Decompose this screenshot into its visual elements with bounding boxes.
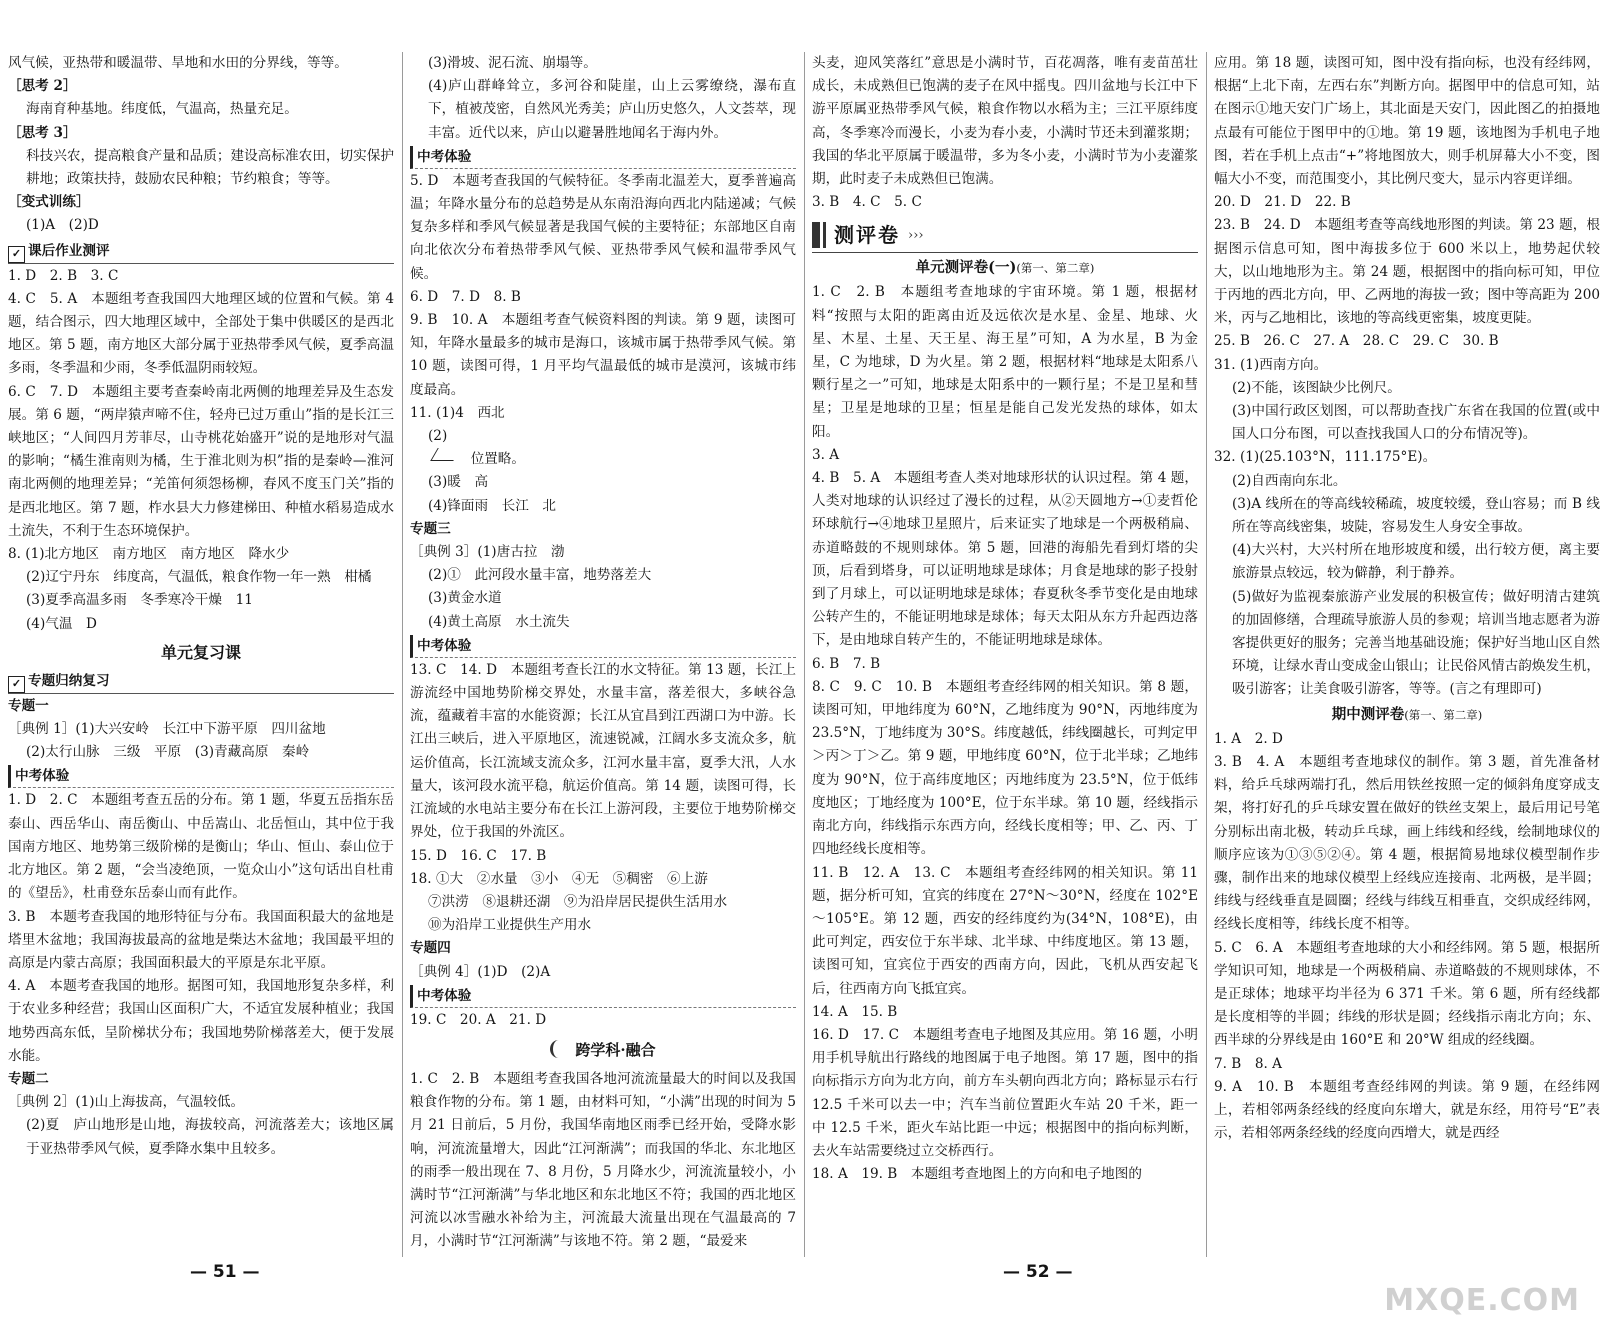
answer-paragraph: 4. C 5. A 本题组考查我国四大地理区域的位置和气候。第 4 题，结合图示，四大地理区域中，全部处于集中供暖区的是西北地区。第 5 题，南方地区大部分属于亚热带季风气候，夏季高温多雨，冬季温和少雨，冬季低温阴雨较短。 — [8, 290, 394, 377]
answer-paragraph: 9. A 10. B 本题组考查经纬网的判读。第 9 题，在经纬网上，若相邻两条经线的经度向东增大，就是东经，用符号“E”表示，若相邻两条经线的经度向西增大，就是西经 — [1214, 1078, 1600, 1142]
exam-experience-label: 中考体验 — [410, 146, 796, 169]
text-line: (3)滑坡、泥石流、崩塌等。 — [428, 55, 597, 71]
answer-line: 18. ①大 ②水量 ③小 ④无 ⑤稠密 ⑥上游 — [410, 870, 708, 887]
heading-cross-subject — [410, 1036, 796, 1064]
answer-line: 6. D 7. D 8. B — [410, 288, 521, 305]
answer-paragraph: 6. C 7. D 本题组主要考查秦岭南北两侧的地理差异及生态发展。第 6 题，“两岸猿声啼不住，轻舟已过万重山”指的是长江三峡地区；“人间四月芳菲尽，山寺桃花始盛开”说的是地形对气温的影响；“橘生淮南则为橘，生于淮北则为枳”指的是秦岭—淮河南北两侧的地理差异；“羌笛何须怨杨柳，春风不度玉门关”指的是西北地区。第 7 题，柞水县大力修建梯田、种植水稻易造成水土流失，不利于生态环境保护。 — [8, 383, 394, 539]
exam-experience-label: 中考体验 — [410, 985, 796, 1008]
answer-paragraph: 4. A 本题考查我国的地形。据图可知，我国地形复杂多样，利于农业多种经营；我国山区面积广大，不适宜发展种植业；我国地势西高东低，呈阶梯状分布；我国地势阶梯落差大，便于发展水能。 — [8, 978, 394, 1064]
answer-line: (1)A (2)D — [26, 217, 99, 234]
example-line: ［典例 4］(1)D (2)A — [410, 963, 551, 980]
heading-text: 跨学科·融合 — [575, 1040, 656, 1059]
answer-line: (4)气温 D — [26, 615, 97, 632]
answer-paragraph: 3. B 4. A 本题组考查地球仪的制作。第 3 题，首先准备材料，给乒乓球两端打孔，然后用铁丝按照一定的倾斜角度穿成支架，将打好孔的乒乓球安置在做好的铁丝支架上，最后用记号笔分别标出南北极，转动乒乓球，画上纬线和经线，绘制地球仪的顺序应该为①③⑤②④。第 4 题，根据简易地球仪模型制作步骤，制作出来的地球仪模型上经线应连接南、北两极，是半圆；纬线与经线垂直是圆圈；经线与纬线互相垂直，交织成经纬网，经线长度相等，纬线长度不相等。 — [1214, 753, 1600, 933]
column-1 — [8, 52, 394, 1257]
text-line: 科技兴农，提高粮食产量和品质；建设高标准农田，切实保护耕地；政策扶持，鼓励农民种粮；节约粮食；等等。 — [26, 147, 394, 188]
answer-line: (4)锋面雨 长江 北 — [428, 497, 557, 514]
answer-line: (4)大兴村，大兴村所在地形坡度和缓，出行较方便，离主要旅游景点较远，较为僻静，利于静养。 — [1232, 542, 1600, 582]
answer-paragraph: 9. B 10. A 本题组考查气候资料图的判读。第 9 题，读图可知，年降水量最多的城市是海口，该城市属于热带季风气候。第 10 题，读图可得，1 月平均气温最低的城市是漠河，该城市纬度最高。 — [410, 312, 796, 398]
answer-line: ⑩为沿岸工业提供生产用水 — [428, 917, 592, 934]
answer-line: 19. C 20. A 21. D — [410, 1011, 547, 1028]
text-line: 头麦，迎风笑落红”意思是小满时节，百花凋落，唯有麦苗茁壮成长，未成熟但已饱满的麦子在风中摇曳。四川盆地与长江中下游平原属亚热带季风气候，粮食作物以水稻为主；三江平原纬度高，冬季寒冷而漫长，小麦为春小麦，小满时节还未到灌浆期；我国的华北平原属于暖温带，多为冬小麦，小满时节为小麦灌浆期，此时麦子未成熟但已饱满。 — [812, 55, 1198, 188]
answer-paragraph: 5. C 6. A 本题组考查地球的大小和经纬网。第 5 题，根据所学知识可知，地球是一个两极稍扁、赤道略鼓的不规则球体，不是正球体；地球平均半径为 6 371 千米。第 6 题，所有经线都是长度相等的半圆；纬线的形状是圆；经线指示南北方向；东、西半球的分界线是由 160°E 和 20°W 组成的经线圈。 — [1214, 939, 1600, 1049]
page-number-right: — 52 — — [1003, 1262, 1073, 1282]
arrow-sketch-icon — [430, 448, 461, 461]
checkbox-icon: ✓ — [8, 676, 25, 693]
heading-unit-test-1 — [812, 255, 1198, 281]
example-line: ［典例 2］(1)山上海拔高，气温较低。 — [8, 1094, 245, 1111]
answer-line: (2)不能，该图缺少比例尺。 — [1232, 379, 1401, 396]
chevrons-icon: ››› — [908, 227, 924, 243]
answer-paragraph: 11. B 12. A 13. C 本题组考查经纬网的相关知识。第 11 题，据分析可知，宜宾的纬度在 27°N～30°N，经度在 102°E～105°E。第 12 题，西安的经纬度约为(34°N，108°E)，由此可判定，西安位于东半球、北半球、中纬度地区。第 13 题，读图可知，宜宾位于西安的西南方向，因此，飞机从西安起飞后，往西南方向飞抵宜宾。 — [812, 864, 1198, 997]
answer-paragraph: 1. D 2. C 本题组考查五岳的分布。第 1 题，华夏五岳指东岳泰山、西岳华山、南岳衡山、中岳嵩山、北岳恒山，其中位于我国南方地区、地势第三级阶梯的是衡山；华山、恒山、泰山位于北方地区。第 2 题，“会当凌绝顶，一览众山小”这句话出自杜甫的《望岳》，杜甫登东岳泰山而有此作。 — [8, 792, 394, 902]
answer-line: (3)夏季高温多雨 冬季寒冷干燥 11 — [26, 592, 253, 609]
section-title: 专题归纳复习 — [28, 672, 110, 689]
answer-line: 31. (1)西南方向。 — [1214, 356, 1328, 373]
text-line: 海南育种基地。纬度低，气温高，热量充足。 — [26, 101, 298, 118]
section-homework — [8, 240, 394, 264]
section-topic-summary — [8, 670, 394, 694]
answer-paragraph: 5. D 本题考查我国的气候特征。冬季南北温差大，夏季普遍高温；年降水量分布的总趋势是从东南沿海向西北内陆递减；气候复杂多样和季风气候显著是我国气候的主要特征；东部地区自南向北依次分布着热带季风气候、亚热带季风气候和温带季风气候。 — [410, 172, 796, 282]
watermark-logo: MXQE.COM — [1384, 1283, 1580, 1318]
answer-paragraph: 3. B 本题考查我国的地形特征与分布。我国面积最大的盆地是塔里木盆地；我国海拔最高的盆地是柴达木盆地；我国最平坦的高原是内蒙古高原；我国面积最大的平原是东北平原。 — [8, 908, 394, 971]
section-title: 课后作业测评 — [28, 242, 110, 259]
answer-paragraph: 8. C 9. C 10. B 本题组考查经纬网的相关知识。第 8 题，读图可知，甲地纬度为 60°N，乙地纬度为 90°N，丙地纬度为 23.5°N，丁地纬度为 30°S。纬度越低，纬线圈越长，可判定甲＞丙＞丁＞乙。第 9 题，甲地纬度 60°N，位于北半球；乙地纬度为 90°N，位于高纬度地区；丙地纬度为 23.5°N，位于低纬度地区；丁地经度为 100°E，位于东半球。第 10 题，经线指示南北方向，纬线指示东西方向，经线长度相等；甲、乙、丙、丁四地经线长度相等。 — [812, 678, 1198, 858]
column-4 — [1214, 52, 1600, 1257]
section-title: 测评卷 — [834, 222, 900, 247]
answer-paragraph: 1. C 2. B 本题组考查我国各地河流流量最大的时间以及我国粮食作物的分布。第 1 题，由材料可知，“小满”出现的时间为 5 月 21 日前后，5 月份，我国华南地区雨季已经开始，受降水影响，河流流量增大，因此“江河渐满”；而我国的华北、东北地区的雨季一般出现在 7、8 月份，5 月降水少，河流流量较小，小满时节“江河渐满”与华北地区和东北地区不符；我国的西北地区河流以冰雪融水补给为主，河流最大流量出现在气温最高的 7 月，小满时节“江河渐满”与该地不符。第 2 题，“最爱来 — [410, 1070, 796, 1250]
text-line: (4)庐山群峰耸立，多河谷和陡崖，山上云雾缭绕，瀑布直下，植被茂密，自然风光秀美；庐山历史悠久，人文荟萃，现丰富。近代以来，庐山以避暑胜地闻名于海内外。 — [428, 78, 796, 141]
example-line: (2)① 此河段水量丰富，地势落差大 — [428, 567, 652, 584]
answer-line: 1. D 2. B 3. C — [8, 267, 119, 284]
topic-label: 专题二 — [8, 1070, 49, 1087]
answer-paragraph: 4. B 5. A 本题组考查人类对地球形状的认识过程。第 4 题，人类对地球的认识经过了漫长的过程，从②天圆地方→①麦哲伦环球航行→④地球卫星照片，后来证实了地球是一个两极稍扁、赤道略鼓的不规则球体。第 5 题，回港的海船先看到灯塔的尖顶，后看到塔身，可以证明地球是球体；月食是地球的影子投射到了月球上，可以证明地球是球体；春夏秋冬季节变化是由地球公转产生的，不能证明地球是球体；每天太阳从东方升起西边落下，是由地球自转产生的，不能证明地球是球体。 — [812, 470, 1198, 649]
heading-midterm-test — [1214, 702, 1600, 728]
answer-line — [410, 448, 796, 471]
answer-line: (2) — [428, 428, 448, 445]
answer-line: 8. (1)北方地区 南方地区 南方地区 降水少 — [8, 546, 290, 563]
answer-line: 6. B 7. B — [812, 655, 881, 672]
answer-line: 3. B 4. C 5. C — [812, 194, 922, 211]
answer-line: (2)辽宁丹东 纬度高，气温低，粮食作物一年一熟 柑橘 — [26, 569, 372, 586]
heading-text: 期中测评卷 — [1331, 705, 1405, 723]
example-line: ［典例 3］(1)唐古拉 渤 — [410, 544, 565, 561]
answer-line: (2)自西南向东北。 — [1232, 472, 1347, 489]
answer-paragraph: 1. C 2. B 本题组考查地球的宇宙环境。第 1 题，根据材料“按照与太阳的距离由近及远依次是水星、金星、地球、火星、木星、土星、天王星、海王星”可知，A 为水星，B 为金星，C 为地球，D 为火星。第 2 题，根据材料“地球是太阳系八颗行星之一”可知，地球是太阳系中的一颗行星；不是卫星和彗星；卫星是地球的卫星；恒星是能自己发光发热的球体，如太阳。 — [812, 284, 1198, 440]
answer-line: (3)暖 高 — [428, 474, 489, 491]
answer-line: 11. (1)4 西北 — [410, 404, 505, 421]
answer-paragraph: 23. B 24. D 本题组考查等高线地形图的判读。第 23 题，根据图示信息可知，图中海拔多位于 600 米以上，地势起伏较大，以山地地形为主。第 24 题，根据图中的指向标可知，甲位于丙地的西北方向，甲、乙两地的海拔一致；图中等高距为 200 米，丙与乙地相比，该地的等高线更密集，坡度更陡。 — [1214, 217, 1600, 327]
heading-scope: (第一、第二章) — [1016, 261, 1095, 276]
topic-label: 专题一 — [8, 697, 49, 714]
answer-line: (3)中国行政区划图，可以帮助查找广东省在我国的位置(或中国人口分布图，可以查找我国人口的分布情况等)。 — [1232, 403, 1600, 443]
label-think-2: ［思考 2］ — [8, 78, 77, 95]
bar-decoration — [812, 222, 820, 248]
crescent-icon — [550, 1040, 567, 1058]
example-line: ［典例 1］(1)大兴安岭 长江中下游平原 四川盆地 — [8, 721, 326, 738]
exam-experience-label: 中考体验 — [8, 765, 394, 788]
example-line: (2)太行山脉 三级 平原 (3)青藏高原 秦岭 — [26, 744, 310, 761]
heading-unit-review: 单元复习课 — [160, 642, 241, 662]
answer-line: 18. A 19. B 本题组考查地图上的方向和电子地图的 — [812, 1166, 1142, 1183]
answer-line: 3. A — [812, 446, 840, 463]
answer-line: 7. B 8. A — [1214, 1055, 1282, 1072]
label-variant-training: ［变式训练］ — [8, 194, 90, 211]
column-2 — [410, 52, 796, 1257]
bar-decoration — [823, 222, 826, 248]
heading-text: 单元测评卷(一) — [915, 259, 1017, 277]
answer-paragraph: 16. D 17. C 本题组考查电子地图及其应用。第 16 题，小明用手机导航出行路线的地图属于电子地图。第 17 题，图中的指向标指示方向为北方向，前方车头朝向西北方向；路标显示右行 12.5 千米可以去一中；汽车当前位置距火车站 20 千米，距一中 12.5 千米，距火车站比距一中远；根据图中的指向标判断，去火车站需要绕过立交桥西行。 — [812, 1026, 1198, 1159]
answer-line: 32. (1)(25.103°N，111.175°E)。 — [1214, 449, 1437, 466]
label-think-3: ［思考 3］ — [8, 124, 77, 141]
answer-line: 15. D 16. C 17. B — [410, 847, 547, 864]
answer-line: ⑦洪涝 ⑧退耕还湖 ⑨为沿岸居民提供生活用水 — [428, 893, 728, 910]
answer-line: 1. A 2. D — [1214, 730, 1283, 747]
answer-line: 14. A 15. B — [812, 1003, 898, 1020]
checkbox-icon: ✓ — [8, 246, 25, 263]
exam-experience-label: 中考体验 — [410, 635, 796, 658]
heading-scope: (第一、第二章) — [1404, 707, 1483, 722]
topic-label: 专题三 — [410, 520, 451, 537]
example-line: (4)黄土高原 水土流失 — [428, 613, 570, 630]
text-line: 应用。第 18 题，读图可知，图中没有指向标，也没有经纬网，根据“上北下南，左西右东”判断方向。据图甲中的信息可知，站在图示①地天安门广场上，其北面是天安门，因此图乙的拍摄地点最有可能位于图甲中的①地。第 19 题，该地图为手机电子地图，若在手机上点击“+”将地图放大，则手机屏幕大小不变，图幅大小不变，而范围变小，其比例尺变大，显示内容更详细。 — [1214, 55, 1600, 188]
example-line: (3)黄金水道 — [428, 590, 502, 607]
section-test-papers — [812, 218, 1198, 253]
topic-label: 专题四 — [410, 940, 451, 957]
answer-line: (5)做好为监视秦旅游产业发展的积极宣传；做好明清古建筑的加固修缮，合理疏导旅游人员的参观；培训当地志愿者为游客提供更好的服务；完善当地基础设施；保护好当地山区自然环境，让绿水青山变成金山银山；让民俗风情古韵焕发生机，吸引游客；让美食吸引游客，等等。(言之有理即可) — [1232, 588, 1600, 698]
column-3 — [812, 52, 1198, 1257]
text-line: 风气候，亚热带和暖温带、旱地和水田的分界线，等等。 — [8, 55, 348, 71]
answer-paragraph: 13. C 14. D 本题组考查长江的水文特征。第 13 题，长江上游流经中国地势阶梯交界处，水量丰富，落差很大，多峡谷急流，蕴藏着丰富的水能资源；长江从宜昌到江西湖口为中游。长江出三峡后，进入平原地区，流速锐减，江阔水多支流众多，航运价值高，长江流域支流众多，江河水量丰富，夏季大汛，人水量大，该河段水流平稳，航运价值高。第 14 题，读图可得，长江流域的水电站主要分布在长江上游河段，主要位于地势阶梯交界处，位于我国的外流区。 — [410, 661, 796, 841]
answer-line: 25. B 26. C 27. A 28. C 29. C 30. B — [1214, 333, 1499, 350]
example-line: (2)夏 庐山地形是山地，海拔较高，河流落差大；该地区属于亚热带季风气候，夏季降水集中且较多。 — [26, 1117, 394, 1157]
answer-line: (3)A 线所在的等高线较稀疏，坡度较缓，登山容易；而 B 线所在等高线密集，坡陡，容易发生人身安全事故。 — [1232, 495, 1600, 536]
answer-text: 位置略。 — [470, 451, 525, 468]
answer-line: 20. D 21. D 22. B — [1214, 194, 1351, 211]
page-number-left: — 51 — — [190, 1262, 260, 1282]
